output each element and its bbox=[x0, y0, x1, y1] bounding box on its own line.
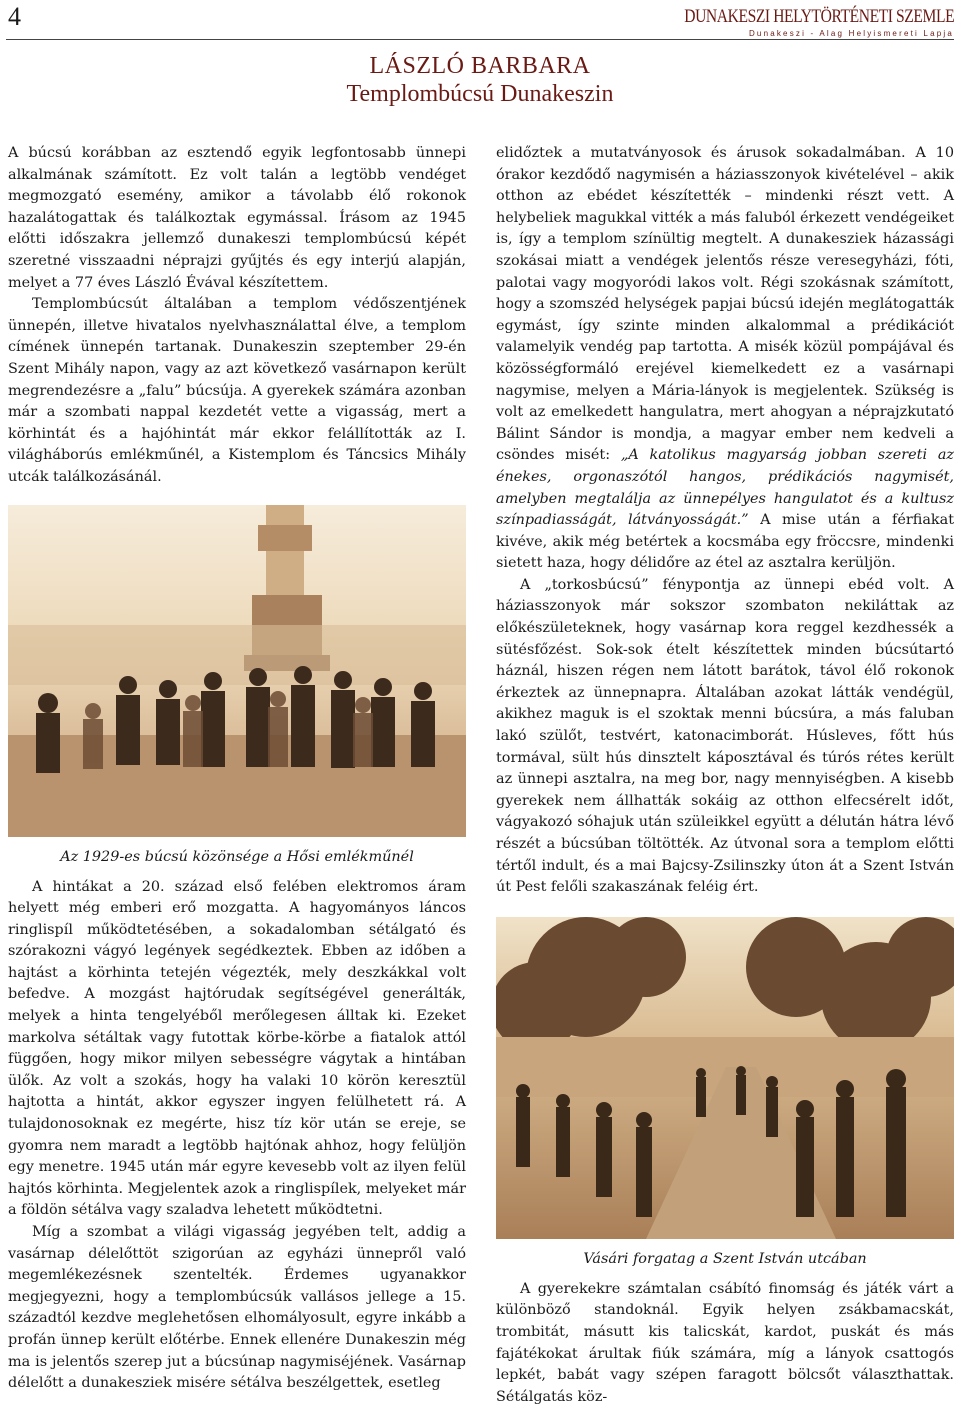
photo-street-fair-caption: Vásári forgatag a Szent István utcában bbox=[583, 1250, 867, 1267]
photo-1929-caption: Az 1929-es búcsú közönsége a Hősi emlékműnél bbox=[60, 848, 414, 865]
photo-street-fair bbox=[496, 917, 954, 1239]
paragraph-nagymise-end: A mise után a férfiakat kivéve, akik még betértek a kocsmába egy fröccsre, mindenki sietett haza, hogy délidőre az étel az asztalra kerüljön. bbox=[496, 512, 954, 572]
masthead bbox=[625, 6, 954, 38]
paragraph-intro: A búcsú korábban az esztendő egyik legfontosabb ünnepi alkalmának számított. Ez volt talán a legtöbb vendéget megmozgató esemény, amikor a távolabb élő rokonok hazalátogattak és találkoztak egymással. Írásom az 1945 előtti időszakra jellemző dunakeszi templombúcsú képét szeretné visszaadni néprajzi gyűjtés és egy interjú alapján, melyet a 77 éves László Évával készítettem. bbox=[8, 145, 466, 291]
paragraph-gyerekek: A gyerekekre számtalan csábító finomság és játék várt a különböző standoknál. Egyik helyen zsákbamacskát, trombitát, másutt kis talicskát, kardot, puskát és más fajátékokat árultak fiúk számára, míg a lányok csattogós lepkét, babát vagy szépen faragott bölcsőt választhattak. Sétálgatás köz- bbox=[496, 1280, 954, 1405]
article-title: Templombúcsú Dunakeszin bbox=[346, 81, 614, 107]
street-fair-illustration bbox=[496, 917, 954, 1239]
right-column bbox=[496, 143, 954, 1408]
masthead-title: DUNAKESZI HELYTÖRTÉNETI SZEMLE bbox=[684, 6, 954, 27]
paragraph-nagymise bbox=[496, 143, 954, 575]
left-column bbox=[8, 143, 466, 1395]
page-number: 4 bbox=[8, 2, 21, 31]
photo-1929-crowd bbox=[8, 505, 466, 837]
masthead-subtitle: Dunakeszi - Alag Helyismereti Lapja bbox=[748, 29, 954, 38]
header-divider bbox=[6, 39, 954, 40]
article-header bbox=[0, 52, 960, 108]
monument-crowd-illustration bbox=[8, 505, 466, 837]
paragraph-torkosbucsu: A „torkosbúcsú” fénypontja az ünnepi ebéd volt. A háziasszonyok már sokszor szombaton nekiláttak az előkészületeknek, hogy vasárnap kora reggel kezdhessék a sütésfőzést. Sok-sok ételt készítettek minden búcsútartó háznál, hiszen régen nem látott barátok, távol élő rokonok érkeztek az ünnepnapra. Általában azokat látták vendégül, akikhez maguk is el szoktak menni búcsúra, a más faluban lakó szülőt, testvért, katonacimborát. Húsleves, főtt hús tormával, sült hús dinsztelt káposztával és túrós rétes került az ünnepi asztalra, na meg bor, nagy mennyiségben. A kisebb gyerekek nem állhatták sokáig az otthon elfecsérelt időt, vágyakozó sóhajuk után szüleikkel együtt a délután hátra lévő részét a búcsúban töltötték. Az útvonal sora a templom előtti tértől indult, és a mai Bajcsy-Zsilinszky úton át a Szent István út Pest felőli szakaszának feléig ért. bbox=[496, 576, 954, 896]
balint-sandor-quote: „A katolikus magyarság jobban szereti az énekes, orgonaszótól hangos, prédikációs nagymisét, amelyben megtalálja az ünnepélyes hangulatot és a kultusz színpadiasságát, látványosságát.” bbox=[496, 447, 955, 529]
paragraph-hintak: A hintákat a 20. század első felében elektromos áram helyett még emberi erő mozgatta. A hagyományos láncos ringlispíl működtetésében, a sokadalomban sétálgató és szórakozni vágyó legények segédkeztek. Ebben az időben a hajtást a körhinta tetején végezték, mely deszkákkal volt befedve. A mozgást hajtórudak segítségével generálták, melyek a hinta tengelyéből merőlegesen álltak ki. Ezeket markolva sétáltak vagy futottak körbe-körbe a fiatalok attól függően, hogy mikor milyen sebességre vágytak a hintában ülők. Az volt a szokás, hogy ha valaki 10 körön keresztül hajtotta a hintát, akkor egyszer ingyen felülhetett rá. A tulajdonosoknak ez megérte, hisz tíz kör után se ereje, se gyomra nem maradt a legtöbb hajtónak ahhoz, hogy felüljön egy menetre. 1945 után már egyre kevesebb volt az ilyen felül hajtós körhinta. Megjelentek azok a ringlispílek, melyeket már a földön sétálva vagy szaladva lehetett működtetni. bbox=[8, 878, 466, 1219]
author-name: LÁSZLÓ BARBARA bbox=[369, 53, 591, 79]
paragraph-vasarnap: Míg a szombat a világi vigasság jegyében telt, addig a vasárnap délelőttöt szigorúan az egyházi ünnepről való megemlékezésnek szentelték. Érdemes ugyanakkor megjegyezni, hogy a templombúcsúk vallásos jellege a 15. századtól kezdve meglehetősen elhomályosult, egyre inkább a profán ünnep került előtérbe. Ennek ellenére Dunakeszin még ma is jelentős szerep jut a búcsúnap nagymiséjének. Vasárnap délelőtt a dunakesziek misére sétálva beszélgettek, esetleg bbox=[8, 1224, 466, 1392]
paragraph-nagymise-text: elidőztek a mutatványosok és árusok sokadalmában. A 10 órakor kezdődő nagymisén a háziasszonyok kivételével – akik otthon az ebédet készítették – mindenki részt vett. A helybeliek magukkal vitték a más faluból érkezett vendégeiket is, így a templom színültig megtelt. A dunakesziek házassági szokásai miatt a vendégek jelentős része veresegyházi, fóti, palotai vagy mogyoródi lakos volt. Régi szokásnak számított, hogy a szomszéd helységek papjai búcsú idején meglátogatták egymást, így szinte minden alkalommal a prédikációt valamelyik vendég pap tartotta. A misék közül pompájával és közösségformáló erejével kiemelkedett ez a vasárnapi nagymise, melyen a Mária-lányok is megjelentek. Szükség is volt az emelkedett hangulatra, mert ahogyan a néprajzkutató Bálint Sándor is mondja, a magyar ember nem kedveli a csöndes misét: bbox=[496, 145, 954, 464]
paragraph-templombucsu: Templombúcsút általában a templom védőszentjének ünnepén, illetve hivatalos nyelvhasználattal élve, a templom címének ünnepén tartanak. Dunakeszin szeptember 29-én Szent Mihály napon, vagy az azt következő vasárnapon került megrendezésre a „falu” búcsúja. A gyerekek számára azonban már a szombati nappal kezdetét vette a vigasság, mert a körhintát és a hajóhintát már ekkor felállították az I. világháborús emlékműnél, a Kistemplom és Táncsics Mihály utcák találkozásánál. bbox=[8, 296, 466, 485]
